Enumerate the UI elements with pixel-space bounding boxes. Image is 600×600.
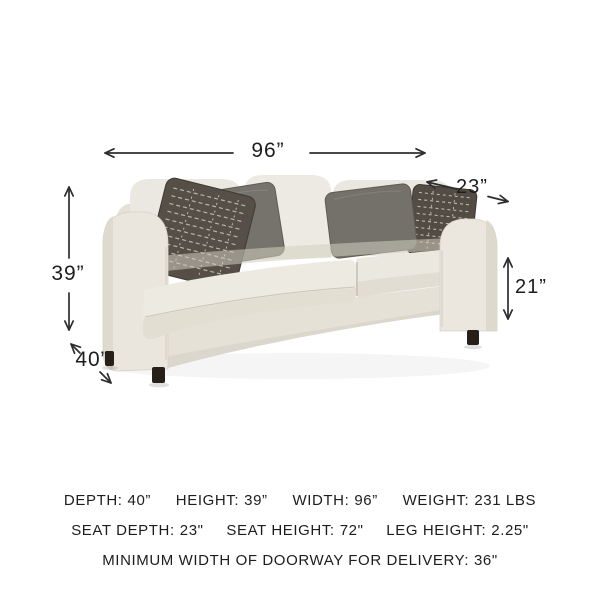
pillow-depth-dimension-label: 23” xyxy=(456,176,488,198)
seat-height-dimension-label: 21” xyxy=(515,276,547,298)
seat-height-dimension-arrow xyxy=(504,258,512,319)
right-arm xyxy=(440,219,497,331)
spec-depth-label: DEPTH: xyxy=(63,492,123,509)
spec-weight xyxy=(403,492,536,510)
spec-leg-height-value: 2.25" xyxy=(491,522,529,539)
spec-depth-value: 40” xyxy=(127,492,152,509)
spec-seat-depth-label: SEAT DEPTH: xyxy=(71,522,175,539)
spec-width-label: WIDTH: xyxy=(292,492,350,509)
spec-line-3 xyxy=(0,552,600,570)
spec-height-value: 39” xyxy=(244,492,268,509)
spec-seat-height-value: 72" xyxy=(339,522,364,539)
height-dimension-label: 39” xyxy=(51,262,85,285)
spec-seat-height xyxy=(226,522,363,540)
spec-width-value: 96” xyxy=(354,492,378,509)
height-dimension-arrow xyxy=(65,187,73,330)
spec-depth xyxy=(64,492,151,510)
spec-leg-height-label: LEG HEIGHT: xyxy=(386,522,487,539)
spec-height-label: HEIGHT: xyxy=(175,492,240,509)
depth-dimension-label: 40” xyxy=(75,348,109,371)
spec-weight-value: 231 LBS xyxy=(474,492,537,509)
spec-line-2 xyxy=(0,522,600,540)
spec-width xyxy=(292,492,377,510)
spec-weight-label: WEIGHT: xyxy=(402,492,470,509)
spec-leg-height xyxy=(386,522,529,540)
width-dimension-label: 96” xyxy=(251,139,285,162)
spec-seat-height-label: SEAT HEIGHT: xyxy=(226,522,335,539)
spec-seat-depth xyxy=(71,522,203,540)
spec-height xyxy=(176,492,268,510)
dimension-specs xyxy=(0,492,600,582)
spec-seat-depth-value: 23" xyxy=(179,522,204,539)
spec-line-1 xyxy=(0,492,600,510)
spec-doorway-width: MINIMUM WIDTH OF DOORWAY FOR DELIVERY: 36" xyxy=(102,552,498,569)
